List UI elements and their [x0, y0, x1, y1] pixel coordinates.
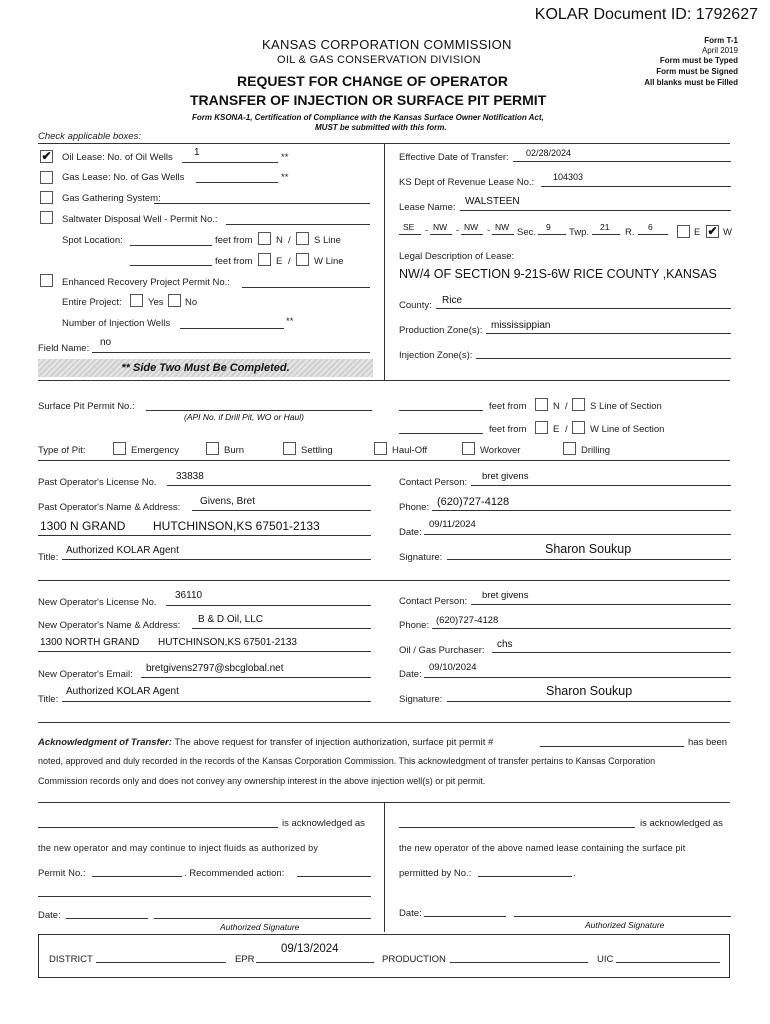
agency-name: KANSAS CORPORATION COMMISSION: [262, 37, 512, 52]
pit-n-label: N: [553, 401, 560, 412]
ack-right-is-ack: is acknowledged as: [640, 818, 723, 829]
past-name-value[interactable]: Givens, Bret: [200, 496, 256, 507]
production-zone-label: Production Zone(s):: [399, 325, 483, 336]
new-phone-value[interactable]: (620)727-4128: [436, 615, 499, 626]
past-signature-line: [447, 559, 731, 560]
pit-workover-checkbox[interactable]: [462, 442, 475, 455]
new-license-line: [166, 605, 371, 606]
past-phone-value[interactable]: (620)727-4128: [437, 496, 510, 508]
pit-hauloff-label: Haul-Off: [392, 445, 428, 456]
ack-left-date-label: Date:: [38, 910, 61, 921]
past-address-line2[interactable]: HUTCHINSON,KS 67501-2133: [153, 519, 320, 533]
new-name-address-label: New Operator's Name & Address:: [38, 620, 181, 631]
new-title-line: [62, 701, 371, 702]
injection-wells-label: Number of Injection Wells: [62, 318, 171, 329]
past-phone-line: [432, 510, 731, 511]
pit-s-label: S Line of Section: [590, 401, 662, 412]
new-address-line2[interactable]: HUTCHINSON,KS 67501-2133: [158, 637, 297, 648]
new-name-line: [192, 628, 371, 629]
footer-production-label: PRODUCTION: [382, 954, 446, 965]
twp-value[interactable]: 21: [600, 222, 610, 232]
new-email-label: New Operator's Email:: [38, 669, 133, 680]
new-title-value[interactable]: Authorized KOLAR Agent: [66, 686, 179, 697]
quarter-1-value[interactable]: SE: [403, 222, 415, 232]
ack-left-sig-line: [154, 918, 371, 919]
new-contact-label: Contact Person:: [399, 596, 468, 607]
spot-w-checkbox[interactable]: [296, 253, 309, 266]
ack-right-date-label: Date:: [399, 908, 422, 919]
ack-text-1: The above request for transfer of injection authorization, surface pit permit #: [174, 737, 494, 748]
ksona-note-2: MUST be submitted with this form.: [315, 123, 447, 132]
lease-no-line: [541, 186, 731, 187]
oil-lease-label: Oil Lease: No. of Oil Wells: [62, 152, 173, 163]
new-license-label: New Operator's License No.: [38, 597, 157, 608]
spot-s-label: S Line: [314, 235, 341, 246]
new-email-value[interactable]: bretgivens2797@sbcglobal.net: [146, 663, 284, 674]
entire-project-no-checkbox[interactable]: [168, 294, 181, 307]
section-divider-pit: [38, 380, 730, 381]
new-title-label: Title:: [38, 694, 59, 705]
ack-column-divider: [384, 802, 385, 932]
spot-location-label: Spot Location:: [62, 235, 123, 246]
new-date-value[interactable]: 09/10/2024: [429, 662, 477, 673]
county-value[interactable]: Rice: [442, 295, 463, 306]
gas-lease-label: Gas Lease: No. of Gas Wells: [62, 172, 185, 183]
new-phone-line: [432, 628, 731, 629]
footer-district-line: [96, 962, 226, 963]
division-name: OIL & GAS CONSERVATION DIVISION: [277, 54, 481, 66]
new-address-line1[interactable]: 1300 NORTH GRAND: [40, 637, 140, 648]
twp-label: Twp.: [569, 227, 590, 238]
oil-wells-stars: **: [281, 152, 289, 163]
entire-project-yes-label: Yes: [148, 297, 164, 308]
ack-left-recommended: . Recommended action:: [184, 868, 285, 879]
injection-zone-label: Injection Zone(s):: [399, 350, 473, 361]
past-address-line1[interactable]: 1300 N GRAND: [40, 519, 126, 533]
lease-name-line: [460, 210, 731, 211]
spot-s-checkbox[interactable]: [296, 232, 309, 245]
pit-type-label: Type of Pit:: [38, 445, 86, 456]
quarter-dash-2: -: [456, 225, 460, 236]
pit-hauloff-checkbox[interactable]: [374, 442, 387, 455]
past-license-value[interactable]: 33838: [176, 471, 204, 482]
sec-label: Sec.: [517, 227, 537, 238]
field-name-line: [92, 352, 370, 353]
new-name-value[interactable]: B & D Oil, LLC: [198, 614, 264, 625]
lease-no-label: KS Dept of Revenue Lease No.:: [399, 177, 535, 188]
gas-lease-checkbox[interactable]: [40, 171, 53, 184]
legal-description-value[interactable]: NW/4 OF SECTION 9-21S-6W RICE COUNTY ,KANSAS: [399, 267, 717, 281]
past-phone-label: Phone:: [399, 502, 430, 513]
pit-w-label: W Line of Section: [590, 424, 665, 435]
gas-wells-stars: **: [281, 172, 289, 183]
new-signature-value[interactable]: Sharon Soukup: [546, 684, 633, 698]
new-address-underline: [38, 651, 371, 652]
new-date-line: [424, 677, 731, 678]
ack-left-recommended-line: [297, 876, 371, 877]
form-title-1: REQUEST FOR CHANGE OF OPERATOR: [237, 73, 508, 89]
effective-date-line: [513, 161, 731, 162]
new-purchaser-line: [492, 652, 731, 653]
pit-settling-label: Settling: [301, 445, 333, 456]
pit-permit-line: [146, 410, 372, 411]
lease-name-value[interactable]: WALSTEEN: [465, 196, 520, 207]
saltwater-checkbox[interactable]: [40, 211, 53, 224]
spot-ew-feet-from: feet from: [215, 256, 253, 267]
past-date-value[interactable]: 09/11/2024: [429, 519, 476, 530]
pit-e-label: E: [553, 424, 560, 435]
production-zone-line: [486, 333, 731, 334]
past-license-label: Past Operator's License No.: [38, 477, 157, 488]
range-e-label: E: [694, 227, 701, 238]
pit-ns-line: [399, 410, 483, 411]
column-divider: [384, 143, 385, 380]
quarter-dash-3: -: [487, 225, 491, 236]
range-w-checkbox[interactable]: ✔: [707, 224, 718, 238]
past-title-line: [62, 559, 371, 560]
field-name-value[interactable]: no: [100, 337, 112, 348]
enhanced-recovery-label: Enhanced Recovery Project Permit No.:: [62, 277, 230, 288]
production-zone-value[interactable]: mississippian: [491, 320, 551, 331]
ack-left-permit-no: Permit No.:: [38, 868, 86, 879]
past-date-line: [424, 534, 731, 535]
new-contact-value[interactable]: bret givens: [482, 590, 529, 601]
new-phone-label: Phone:: [399, 620, 430, 631]
past-contact-label: Contact Person:: [399, 477, 468, 488]
ack-right-sig-line: [514, 916, 731, 917]
pit-ew-feet-from: feet from: [489, 424, 527, 435]
gas-gathering-checkbox[interactable]: [40, 191, 53, 204]
oil-wells-line: [182, 162, 278, 163]
new-signature-label: Signature:: [399, 694, 443, 705]
signed-note: Form must be Signed: [656, 67, 738, 76]
quarter-2-line: [430, 234, 452, 235]
entire-project-yes-checkbox[interactable]: [130, 294, 143, 307]
enhanced-recovery-line: [242, 287, 370, 288]
quarter-1-line: [399, 234, 421, 235]
past-title-value[interactable]: Authorized KOLAR Agent: [66, 545, 179, 556]
footer-epr-line: [256, 962, 374, 963]
ack-text-line3: Commission records only and does not convey any ownership interest in the above injection well(s) or pit permit.: [38, 776, 486, 786]
new-purchaser-label: Oil / Gas Purchaser:: [399, 645, 485, 656]
twp-line: [592, 234, 620, 235]
ack-left-name-line: [38, 827, 278, 828]
typed-note: Form must be Typed: [659, 56, 738, 65]
pit-ns-feet-from: feet from: [489, 401, 527, 412]
injection-zone-line: [476, 358, 731, 359]
saltwater-label: Saltwater Disposal Well - Permit No.:: [62, 214, 218, 225]
past-contact-value[interactable]: bret givens: [482, 471, 529, 482]
form-title-2: TRANSFER OF INJECTION OR SURFACE PIT PERMIT: [190, 92, 547, 108]
pit-emergency-checkbox[interactable]: [113, 442, 126, 455]
pit-permit-label: Surface Pit Permit No.:: [38, 401, 135, 412]
pit-e-checkbox[interactable]: [535, 421, 548, 434]
pit-ew-slash: /: [565, 424, 568, 435]
entire-project-label: Entire Project:: [62, 297, 122, 308]
injection-wells-line: [180, 328, 284, 329]
county-label: County:: [399, 300, 432, 311]
footer-uic-label: UIC: [597, 954, 614, 965]
past-license-line: [167, 485, 371, 486]
ack-right-new-op: the new operator of the above named lease containing the surface pit: [399, 843, 686, 853]
quarter-4-value[interactable]: NW: [495, 222, 510, 232]
new-contact-line: [471, 604, 731, 605]
new-signature-line: [447, 701, 731, 702]
ack-right-permitted-by: permitted by No.:: [399, 868, 472, 879]
ack-left-extra-line: [38, 896, 371, 897]
ack-right-date-line: [424, 916, 506, 917]
footer-epr-value[interactable]: 09/13/2024: [281, 943, 339, 955]
quarter-2-value[interactable]: NW: [433, 222, 448, 232]
section-divider-new: [38, 580, 730, 581]
ksona-note-1: Form KSONA-1, Certification of Compliance with the Kansas Surface Owner Notification Act,: [192, 113, 544, 122]
side-two-banner: ** Side Two Must Be Completed.: [38, 359, 373, 377]
entire-project-no-label: No: [185, 297, 198, 308]
sec-value[interactable]: 9: [546, 222, 551, 232]
range-label: R.: [625, 227, 635, 238]
ack-has-been: has been: [688, 737, 728, 748]
quarter-3-value[interactable]: NW: [464, 222, 479, 232]
new-license-value[interactable]: 36110: [175, 590, 203, 601]
document-id: KOLAR Document ID: 1792627: [534, 6, 758, 23]
ack-left-date-line: [66, 918, 148, 919]
spot-ns-feet-from: feet from: [215, 235, 253, 246]
quarter-4-line: [492, 234, 514, 235]
gas-gathering-label: Gas Gathering System:: [62, 193, 161, 204]
pit-workover-label: Workover: [480, 445, 521, 456]
check-boxes-label: Check applicable boxes:: [38, 131, 141, 142]
gas-gathering-line: [154, 203, 370, 204]
gas-wells-line: [196, 182, 278, 183]
quarter-dash-1: -: [425, 225, 429, 236]
past-title-label: Title:: [38, 552, 59, 563]
pit-s-checkbox[interactable]: [572, 398, 585, 411]
ack-left-new-op: the new operator and may continue to inject fluids as authorized by: [38, 843, 319, 853]
ack-right-auth-sig: Authorized Signature: [585, 920, 665, 930]
form-number: Form T-1: [704, 36, 738, 45]
ack-text-line1: [38, 737, 493, 748]
spot-ns-slash: /: [288, 235, 291, 246]
injection-wells-stars: **: [286, 316, 294, 327]
pit-settling-checkbox[interactable]: [283, 442, 296, 455]
oil-lease-checkbox[interactable]: ✔: [41, 149, 52, 163]
lease-name-label: Lease Name:: [399, 202, 456, 213]
new-date-label: Date:: [399, 669, 422, 680]
pit-ns-slash: /: [565, 401, 568, 412]
range-value[interactable]: 6: [648, 222, 653, 232]
spot-w-label: W Line: [314, 256, 344, 267]
saltwater-line: [226, 224, 370, 225]
pit-api-note: (API No. if Drill Pit, WO or Haul): [184, 412, 304, 422]
footer-district-label: DISTRICT: [49, 954, 93, 965]
range-e-checkbox[interactable]: [677, 225, 690, 238]
enhanced-recovery-checkbox[interactable]: [40, 274, 53, 287]
past-name-address-label: Past Operator's Name & Address:: [38, 502, 181, 513]
sec-line: [538, 234, 566, 235]
pit-w-checkbox[interactable]: [572, 421, 585, 434]
county-line: [436, 308, 731, 309]
past-contact-line: [471, 485, 731, 486]
pit-emergency-label: Emergency: [131, 445, 180, 456]
spot-ns-line: [130, 245, 212, 246]
oil-wells-value[interactable]: 1: [194, 147, 200, 158]
past-signature-label: Signature:: [399, 552, 443, 563]
pit-drilling-label: Drilling: [581, 445, 611, 456]
lease-no-value[interactable]: 104303: [553, 172, 584, 182]
spot-ew-slash: /: [288, 256, 291, 267]
ack-permit-line: [540, 746, 684, 747]
form-date: April 2019: [701, 46, 738, 55]
ack-right-name-line: [399, 827, 635, 828]
quarter-3-line: [461, 234, 483, 235]
spot-ew-line: [130, 265, 212, 266]
spot-e-checkbox[interactable]: [258, 253, 271, 266]
ack-left-auth-sig: Authorized Signature: [220, 922, 300, 932]
ack-text-line2: noted, approved and duly recorded in the records of the Kansas Corporation Commission. This acknowledgment of transfer pertains to Kansas Corporation: [38, 756, 656, 766]
field-name-label: Field Name:: [38, 343, 90, 354]
range-line: [638, 234, 668, 235]
section-divider-past: [38, 460, 730, 461]
past-signature-value[interactable]: Sharon Soukup: [545, 542, 632, 556]
spot-n-checkbox[interactable]: [258, 232, 271, 245]
new-email-line: [141, 677, 371, 678]
effective-date-value[interactable]: 02/28/2024: [526, 148, 572, 158]
pit-drilling-checkbox[interactable]: [563, 442, 576, 455]
blanks-note: All blanks must be Filled: [644, 78, 738, 87]
past-address-underline: [38, 535, 371, 536]
pit-n-checkbox[interactable]: [535, 398, 548, 411]
legal-description-label: Legal Description of Lease:: [399, 251, 515, 262]
range-w-label: W: [723, 227, 732, 238]
footer-production-line: [450, 962, 588, 963]
effective-date-label: Effective Date of Transfer:: [399, 152, 509, 163]
ack-left-is-ack: is acknowledged as: [282, 818, 365, 829]
pit-burn-label: Burn: [224, 445, 245, 456]
pit-burn-checkbox[interactable]: [206, 442, 219, 455]
new-purchaser-value[interactable]: chs: [497, 639, 513, 650]
spot-n-label: N: [276, 235, 283, 246]
spot-e-label: E: [276, 256, 283, 267]
section-divider-ack: [38, 722, 730, 723]
pit-ew-line: [399, 433, 483, 434]
past-date-label: Date:: [399, 527, 422, 538]
ack-right-period: .: [573, 868, 576, 879]
footer-epr-label: EPR: [235, 954, 255, 965]
footer-uic-line: [616, 962, 720, 963]
ack-left-permit-line: [92, 876, 182, 877]
ack-right-permitted-line: [478, 876, 572, 877]
past-name-line: [192, 510, 371, 511]
ack-heading: Acknowledgment of Transfer:: [38, 737, 172, 748]
